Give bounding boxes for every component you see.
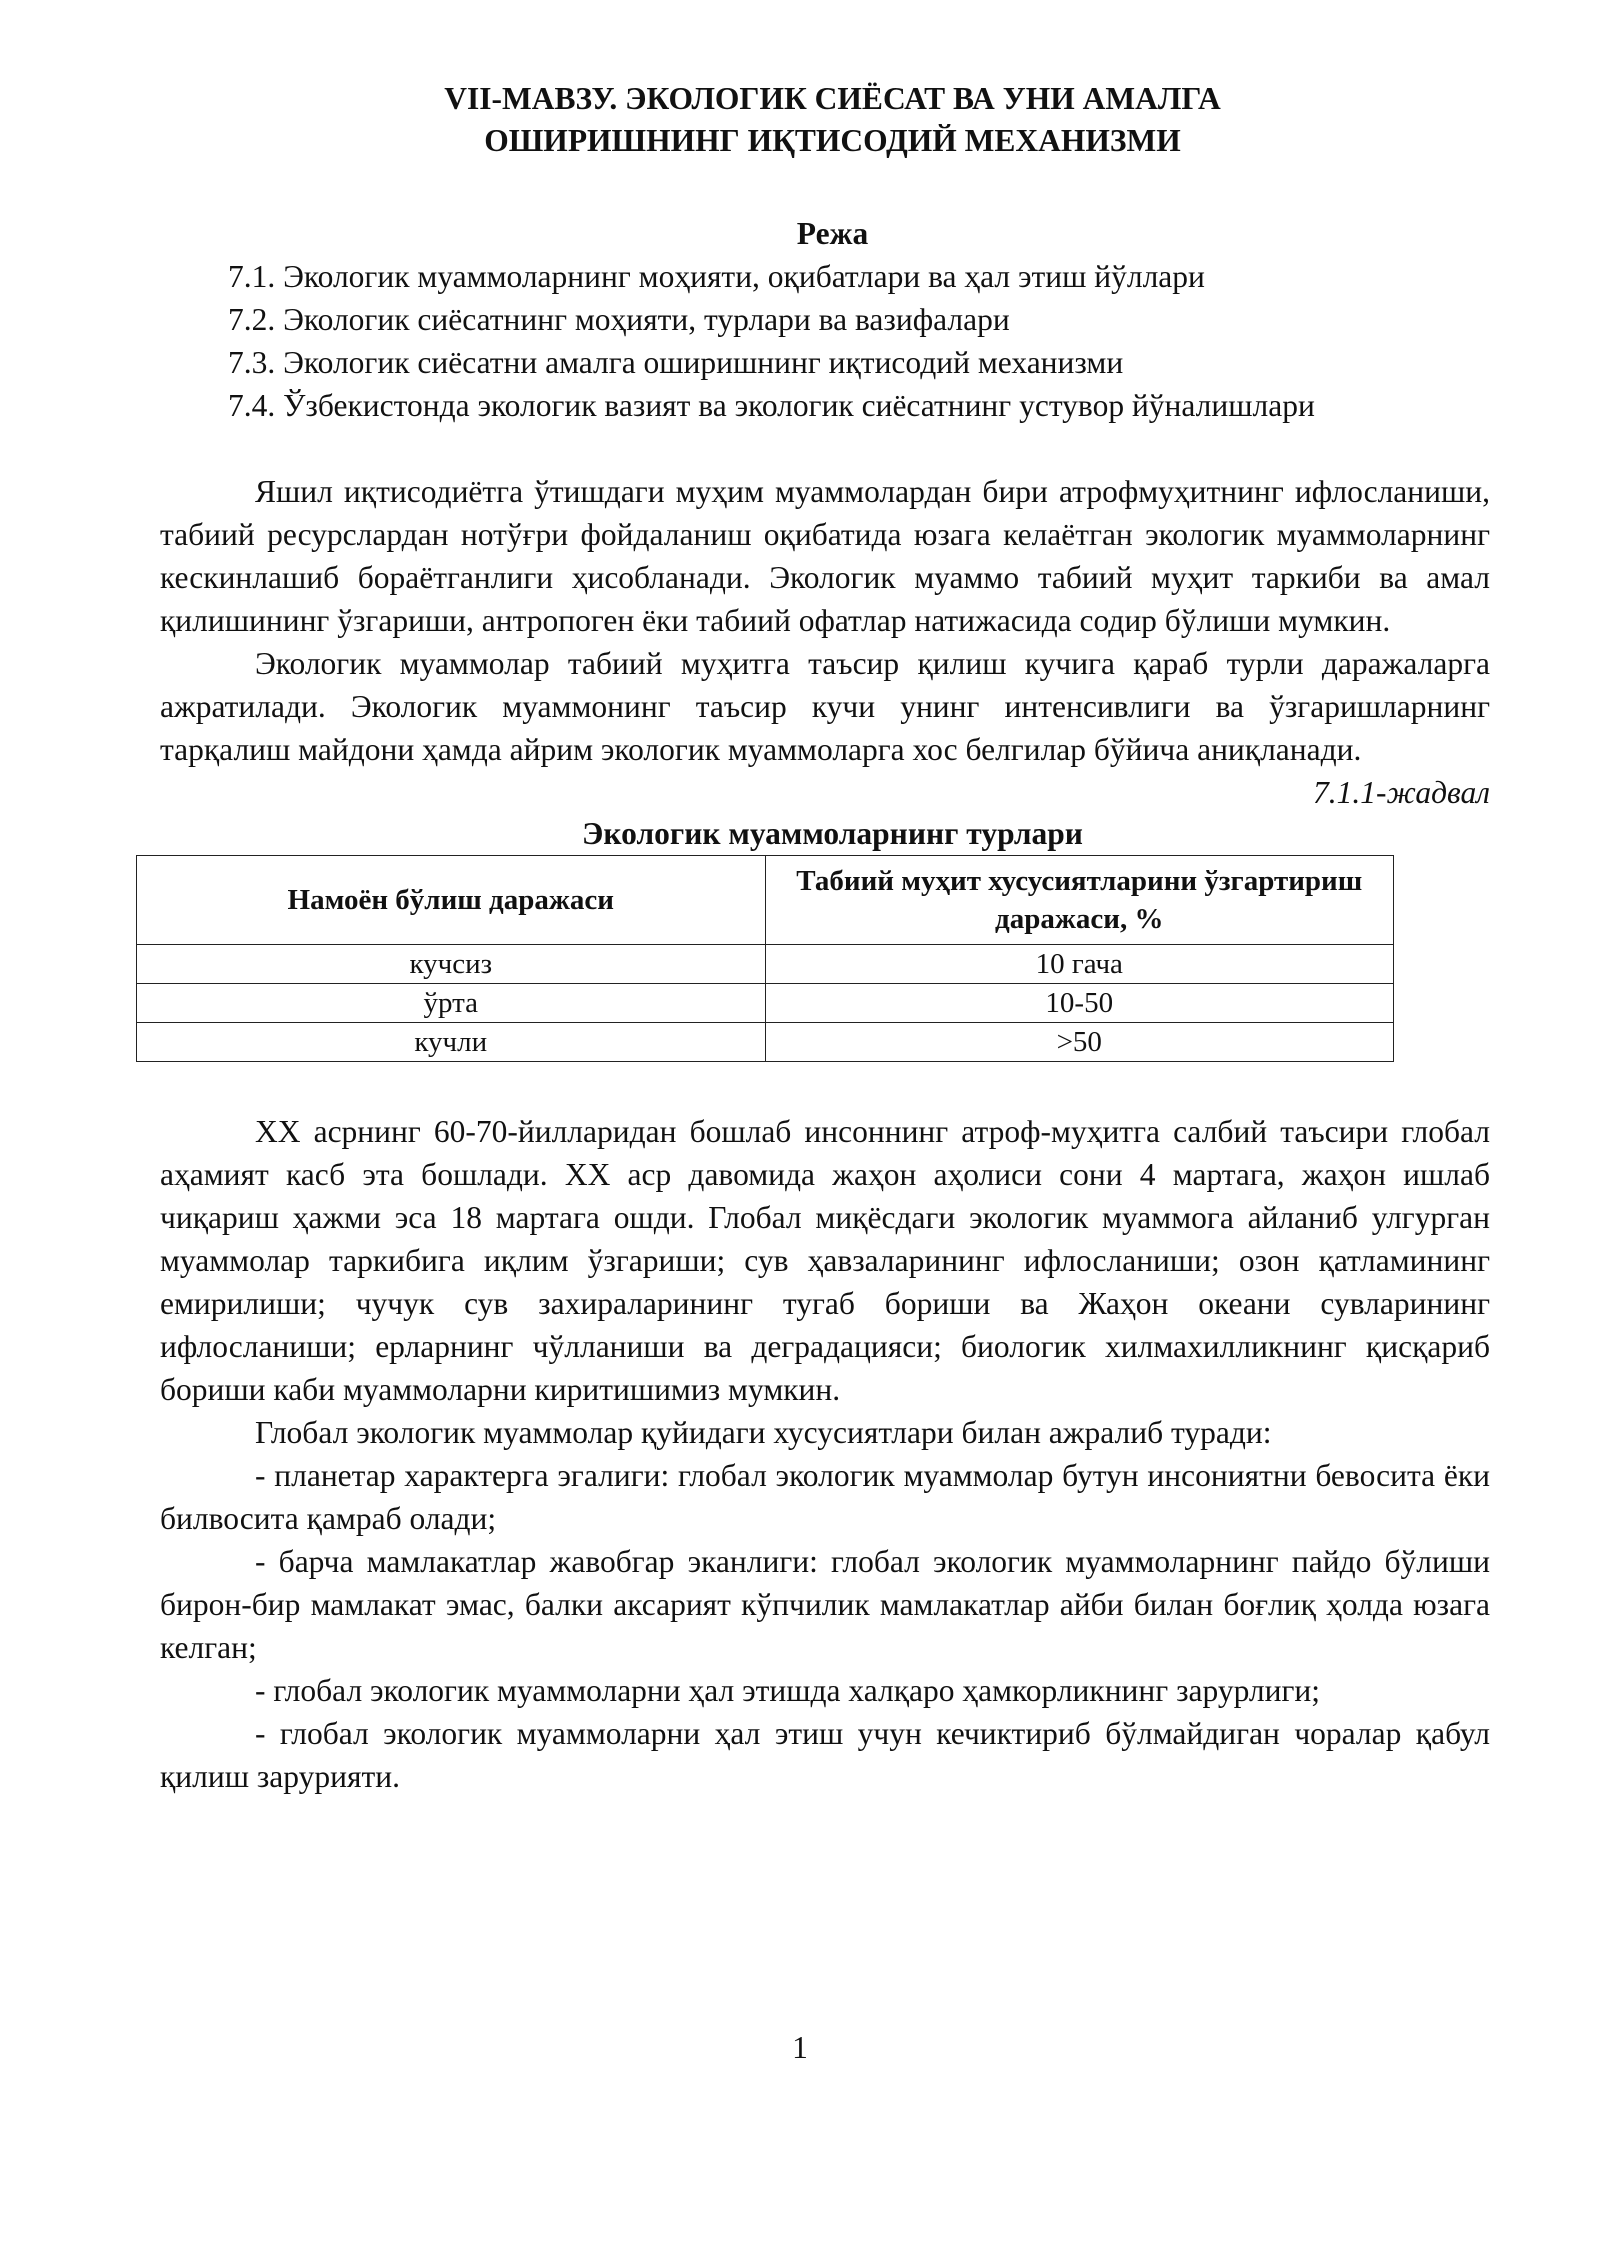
plan-item-7-2: 7.2. Экологик сиёсатнинг моҳияти, турлари ва вазифалари (228, 302, 1010, 337)
plan-list (228, 255, 1490, 427)
table-row (137, 1023, 1394, 1062)
plan-item-7-3: 7.3. Экологик сиёсатни амалга оширишнинг иқтисодий механизми (228, 345, 1124, 380)
table-cell: >50 (765, 1023, 1394, 1062)
ecological-problems-table (136, 855, 1394, 1062)
post-table-section (160, 1110, 1490, 1798)
paragraph: Яшил иқтисодиётга ўтишдаги муҳим муаммолардан бири атрофмуҳитнинг ифлосланиши, табиий ресурслардан нотўғри фойдаланиш оқибатида юзага келаётган экологик муаммоларнинг кескинлашиб бораётганлиги ҳисобланади. Экологик муаммо табиий муҳит таркиби ва амал қилишининг ўзгариши, антропоген ёки табиий офатлар натижасида содир бўлиши мумкин. (160, 474, 1490, 638)
page-content (160, 78, 1490, 1798)
page-number: 1 (792, 2030, 808, 2065)
table-cell: 10 гача (765, 945, 1394, 984)
table-header-cell: Табиий муҳит хусусиятларини ўзгартириш даражаси, % (765, 856, 1394, 945)
paragraph: Экологик муаммолар табиий муҳитга таъсир қилиш кучига қараб турли даражаларга ажратилади. Экологик муаммонинг таъсир кучи унинг интенсивлиги ва ўзгаришларнинг тарқалиш майдони ҳамда айрим экологик муаммоларга хос белгилар бўйича аниқланади. (160, 646, 1490, 767)
spacer (160, 427, 1490, 470)
table-label: 7.1.1-жадвал (1312, 775, 1490, 810)
table-cell: ўрта (137, 984, 766, 1023)
table-cell: кучли (137, 1023, 766, 1062)
title-line-2: ОШИРИШНИНГ ИҚТИСОДИЙ МЕХАНИЗМИ (484, 123, 1181, 158)
table-cell: 10-50 (765, 984, 1394, 1023)
plan-item-7-4: 7.4. Ўзбекистонда экологик вазият ва экологик сиёсатнинг устувор йўналишлари (228, 388, 1315, 423)
paragraph: XX асрнинг 60-70-йилларидан бошлаб инсоннинг атроф-муҳитга салбий таъсири глобал аҳамият касб эта бошлади. XX аср давомида жаҳон аҳолиси сони 4 мартага, жаҳон ишлаб чиқариш ҳажми эса 18 мартага ошди. Глобал миқёсдаги экологик муаммога айланиб улгурган муаммолар таркибига иқлим ўзгариши; сув ҳавзаларининг ифлосланиши; озон қатламининг емирилиши; чучук сув захираларининг тугаб бориши ва Жаҳон океани сувларининг ифлосланиши; ерларнинг чўлланиши ва деградацияси; биологик хилмахилликнинг қисқариб бориши каби муаммоларни киритишимиз мумкин. (160, 1114, 1490, 1407)
table-title: Экологик муаммоларнинг турлари (582, 816, 1083, 851)
document-title (175, 78, 1490, 162)
feature-item: - барча мамлакатлар жавобгар эканлиги: глобал экологик муаммоларнинг пайдо бўлиши бирон-бир мамлакат эмас, балки аксарият кўпчилик мамлакатлар айби билан боғлиқ ҳолда юзага келган; (160, 1544, 1490, 1665)
table-row (137, 984, 1394, 1023)
table-header-row (137, 856, 1394, 945)
plan-heading: Режа (796, 216, 869, 251)
paragraph: Глобал экологик муаммолар қуйидаги хусусиятлари билан ажралиб туради: (255, 1415, 1272, 1450)
title-line-1: VII-МАВЗУ. ЭКОЛОГИК СИЁСАТ ВА УНИ АМАЛГА (444, 81, 1221, 116)
feature-item: - планетар характерга эгалиги: глобал экологик муаммолар бутун инсониятни бевосита ёки билвосита қамраб олади; (160, 1458, 1490, 1536)
table-cell: кучсиз (137, 945, 766, 984)
plan-item-7-1: 7.1. Экологик муаммоларнинг моҳияти, оқибатлари ва ҳал этиш йўллари (228, 259, 1205, 294)
table-header-cell: Намоён бўлиш даражаси (137, 856, 766, 945)
table-row (137, 945, 1394, 984)
feature-item: - глобал экологик муаммоларни ҳал этишда халқаро ҳамкорликнинг зарурлиги; (255, 1673, 1321, 1708)
feature-item: - глобал экологик муаммоларни ҳал этиш учун кечиктириб бўлмайдиган чоралар қабул қилиш зарурияти. (160, 1716, 1490, 1794)
